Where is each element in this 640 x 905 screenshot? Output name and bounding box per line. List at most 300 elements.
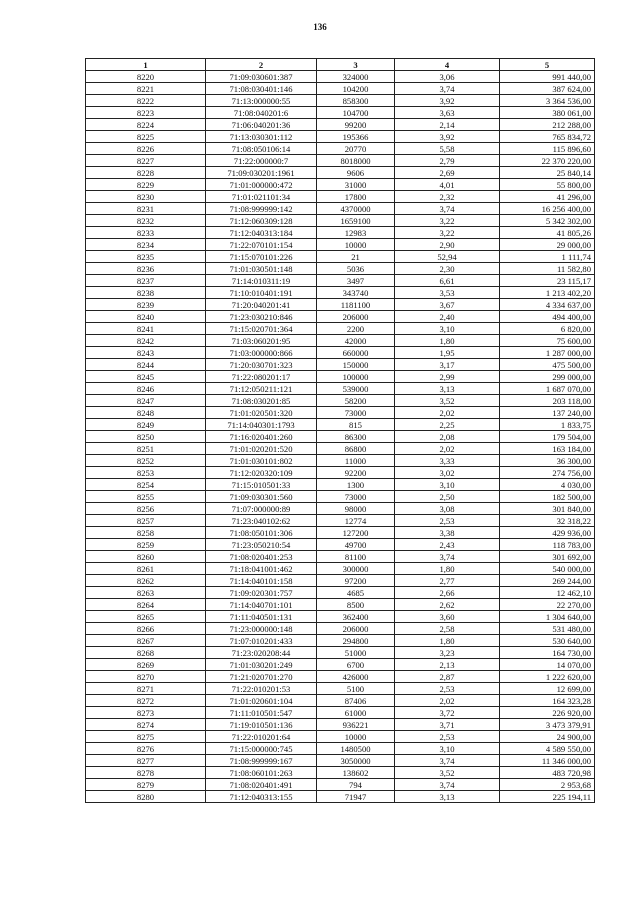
- table-row: [86, 119, 595, 131]
- row-number-cell: 8226: [86, 143, 206, 155]
- area-cell: 6700: [317, 659, 395, 671]
- table-row: [86, 551, 595, 563]
- row-number-cell: 8269: [86, 659, 206, 671]
- cadastral-number-cell: 71:01:000000:472: [206, 179, 317, 191]
- rate-cell: 2,50: [395, 491, 500, 503]
- table-row: [86, 335, 595, 347]
- area-cell: 138602: [317, 767, 395, 779]
- value-cell: 75 600,00: [500, 335, 595, 347]
- row-number-cell: 8262: [86, 575, 206, 587]
- cadastral-number-cell: 71:23:050210:54: [206, 539, 317, 551]
- cadastral-number-cell: 71:16:020401:260: [206, 431, 317, 443]
- area-cell: 98000: [317, 503, 395, 515]
- rate-cell: 2,14: [395, 119, 500, 131]
- rate-cell: 1,80: [395, 635, 500, 647]
- row-number-cell: 8259: [86, 539, 206, 551]
- value-cell: 1 222 620,00: [500, 671, 595, 683]
- row-number-cell: 8265: [86, 611, 206, 623]
- cadastral-number-cell: 71:13:030301:112: [206, 131, 317, 143]
- rate-cell: 3,33: [395, 455, 500, 467]
- value-cell: 1 287 000,00: [500, 347, 595, 359]
- cadastral-number-cell: 71:14:010311:19: [206, 275, 317, 287]
- rate-cell: 2,53: [395, 731, 500, 743]
- table-row: [86, 719, 595, 731]
- area-cell: 4370000: [317, 203, 395, 215]
- cadastral-number-cell: 71:14:040101:158: [206, 575, 317, 587]
- rate-cell: 1,80: [395, 335, 500, 347]
- row-number-cell: 8273: [86, 707, 206, 719]
- row-number-cell: 8279: [86, 779, 206, 791]
- table-row: [86, 239, 595, 251]
- rate-cell: 3,10: [395, 743, 500, 755]
- value-cell: 494 400,00: [500, 311, 595, 323]
- cadastral-number-cell: 71:08:999999:167: [206, 755, 317, 767]
- rate-cell: 3,74: [395, 83, 500, 95]
- row-number-cell: 8251: [86, 443, 206, 455]
- row-number-cell: 8231: [86, 203, 206, 215]
- table-row: [86, 83, 595, 95]
- value-cell: 475 500,00: [500, 359, 595, 371]
- cadastral-number-cell: 71:20:030701:323: [206, 359, 317, 371]
- table-row: [86, 635, 595, 647]
- table-row: [86, 671, 595, 683]
- table-row: [86, 215, 595, 227]
- area-cell: 10000: [317, 731, 395, 743]
- row-number-cell: 8258: [86, 527, 206, 539]
- value-cell: 41 805,26: [500, 227, 595, 239]
- value-cell: 22 270,00: [500, 599, 595, 611]
- cadastral-number-cell: 71:12:020320:109: [206, 467, 317, 479]
- cadastral-number-cell: 71:23:030210:846: [206, 311, 317, 323]
- area-cell: 127200: [317, 527, 395, 539]
- row-number-cell: 8252: [86, 455, 206, 467]
- table-row: [86, 251, 595, 263]
- row-number-cell: 8229: [86, 179, 206, 191]
- cadastral-number-cell: 71:09:030201:1961: [206, 167, 317, 179]
- cadastral-number-cell: 71:11:010501:547: [206, 707, 317, 719]
- value-cell: 1 833,75: [500, 419, 595, 431]
- value-cell: 11 582,80: [500, 263, 595, 275]
- registry-sheet: [85, 58, 594, 803]
- cadastral-number-cell: 71:14:040701:101: [206, 599, 317, 611]
- cadastral-number-cell: 71:15:020701:364: [206, 323, 317, 335]
- area-cell: 300000: [317, 563, 395, 575]
- cadastral-number-cell: 71:15:010501:33: [206, 479, 317, 491]
- value-cell: 540 000,00: [500, 563, 595, 575]
- rate-cell: 3,10: [395, 479, 500, 491]
- value-cell: 137 240,00: [500, 407, 595, 419]
- table-row: [86, 323, 595, 335]
- value-cell: 2 953,68: [500, 779, 595, 791]
- table-row: [86, 227, 595, 239]
- row-number-cell: 8254: [86, 479, 206, 491]
- cadastral-number-cell: 71:08:050106:14: [206, 143, 317, 155]
- table-row: [86, 275, 595, 287]
- table-row: [86, 779, 595, 791]
- table-row: [86, 731, 595, 743]
- value-cell: 5 342 302,00: [500, 215, 595, 227]
- row-number-cell: 8235: [86, 251, 206, 263]
- area-cell: 1480500: [317, 743, 395, 755]
- value-cell: 14 070,00: [500, 659, 595, 671]
- rate-cell: 3,60: [395, 611, 500, 623]
- table-row: [86, 311, 595, 323]
- table-row: [86, 587, 595, 599]
- value-cell: 301 692,00: [500, 551, 595, 563]
- area-cell: 21: [317, 251, 395, 263]
- table-row: [86, 443, 595, 455]
- area-cell: 20770: [317, 143, 395, 155]
- table-row: [86, 359, 595, 371]
- area-cell: 104700: [317, 107, 395, 119]
- table-row: [86, 179, 595, 191]
- rate-cell: 3,22: [395, 215, 500, 227]
- rate-cell: 2,25: [395, 419, 500, 431]
- row-number-cell: 8233: [86, 227, 206, 239]
- value-cell: 164 323,28: [500, 695, 595, 707]
- table-row: [86, 71, 595, 83]
- value-cell: 429 936,00: [500, 527, 595, 539]
- table-row: [86, 503, 595, 515]
- cadastral-number-cell: 71:01:020201:520: [206, 443, 317, 455]
- area-cell: 1300: [317, 479, 395, 491]
- rate-cell: 2,13: [395, 659, 500, 671]
- rate-cell: 2,69: [395, 167, 500, 179]
- area-cell: 324000: [317, 71, 395, 83]
- cadastral-number-cell: 71:13:000000:55: [206, 95, 317, 107]
- row-number-cell: 8275: [86, 731, 206, 743]
- cadastral-number-cell: 71:08:040201:6: [206, 107, 317, 119]
- area-cell: 815: [317, 419, 395, 431]
- value-cell: 991 440,00: [500, 71, 595, 83]
- table-row: [86, 95, 595, 107]
- row-number-cell: 8260: [86, 551, 206, 563]
- rate-cell: 2,87: [395, 671, 500, 683]
- row-number-cell: 8238: [86, 287, 206, 299]
- table-row: [86, 659, 595, 671]
- rate-cell: 3,02: [395, 467, 500, 479]
- table-row: [86, 191, 595, 203]
- area-cell: 3050000: [317, 755, 395, 767]
- rate-cell: 3,38: [395, 527, 500, 539]
- table-row: [86, 107, 595, 119]
- area-cell: 206000: [317, 623, 395, 635]
- row-number-cell: 8239: [86, 299, 206, 311]
- rate-cell: 3,74: [395, 203, 500, 215]
- value-cell: 3 364 536,00: [500, 95, 595, 107]
- row-number-cell: 8224: [86, 119, 206, 131]
- cadastral-number-cell: 71:01:020601:104: [206, 695, 317, 707]
- area-cell: 58200: [317, 395, 395, 407]
- cadastral-number-cell: 71:09:030601:387: [206, 71, 317, 83]
- value-cell: 12 699,00: [500, 683, 595, 695]
- cadastral-number-cell: 71:22:080201:17: [206, 371, 317, 383]
- area-cell: 3497: [317, 275, 395, 287]
- area-cell: 10000: [317, 239, 395, 251]
- value-cell: 11 346 000,00: [500, 755, 595, 767]
- cadastral-number-cell: 71:03:060201:95: [206, 335, 317, 347]
- rate-cell: 6,61: [395, 275, 500, 287]
- area-cell: 87406: [317, 695, 395, 707]
- rate-cell: 2,08: [395, 431, 500, 443]
- table-row: [86, 527, 595, 539]
- rate-cell: 2,02: [395, 407, 500, 419]
- value-cell: 4 030,00: [500, 479, 595, 491]
- area-cell: 858300: [317, 95, 395, 107]
- rate-cell: 3,92: [395, 95, 500, 107]
- area-cell: 1181100: [317, 299, 395, 311]
- table-row: [86, 647, 595, 659]
- value-cell: 182 500,00: [500, 491, 595, 503]
- value-cell: 4 589 550,00: [500, 743, 595, 755]
- area-cell: 99200: [317, 119, 395, 131]
- row-number-cell: 8227: [86, 155, 206, 167]
- value-cell: 765 834,72: [500, 131, 595, 143]
- row-number-cell: 8256: [86, 503, 206, 515]
- value-cell: 1 687 070,00: [500, 383, 595, 395]
- table-row: [86, 431, 595, 443]
- row-number-cell: 8271: [86, 683, 206, 695]
- area-cell: 71947: [317, 791, 395, 803]
- rate-cell: 2,40: [395, 311, 500, 323]
- value-cell: 36 300,00: [500, 455, 595, 467]
- cadastral-number-cell: 71:01:021101:34: [206, 191, 317, 203]
- area-cell: 4685: [317, 587, 395, 599]
- area-cell: 49700: [317, 539, 395, 551]
- table-row: [86, 563, 595, 575]
- cadastral-number-cell: 71:09:030301:560: [206, 491, 317, 503]
- table-row: [86, 455, 595, 467]
- rate-cell: 3,74: [395, 551, 500, 563]
- rate-cell: 1,80: [395, 563, 500, 575]
- row-number-cell: 8253: [86, 467, 206, 479]
- value-cell: 203 118,00: [500, 395, 595, 407]
- rate-cell: 3,08: [395, 503, 500, 515]
- rate-cell: 5,58: [395, 143, 500, 155]
- area-cell: 5036: [317, 263, 395, 275]
- row-number-cell: 8240: [86, 311, 206, 323]
- row-number-cell: 8230: [86, 191, 206, 203]
- area-cell: 294800: [317, 635, 395, 647]
- row-number-cell: 8266: [86, 623, 206, 635]
- rate-cell: 3,23: [395, 647, 500, 659]
- cadastral-number-cell: 71:01:030101:802: [206, 455, 317, 467]
- page-number: 136: [313, 22, 327, 32]
- rate-cell: 3,06: [395, 71, 500, 83]
- area-cell: 73000: [317, 491, 395, 503]
- table-row: [86, 263, 595, 275]
- cadastral-number-cell: 71:23:040102:62: [206, 515, 317, 527]
- row-number-cell: 8246: [86, 383, 206, 395]
- row-number-cell: 8268: [86, 647, 206, 659]
- area-cell: 11000: [317, 455, 395, 467]
- table-row: [86, 611, 595, 623]
- value-cell: 299 000,00: [500, 371, 595, 383]
- cadastral-number-cell: 71:12:050211:121: [206, 383, 317, 395]
- area-cell: 86800: [317, 443, 395, 455]
- value-cell: 16 256 400,00: [500, 203, 595, 215]
- cadastral-number-cell: 71:22:010201:64: [206, 731, 317, 743]
- rate-cell: 2,99: [395, 371, 500, 383]
- rate-cell: 2,79: [395, 155, 500, 167]
- row-number-cell: 8223: [86, 107, 206, 119]
- rate-cell: 3,53: [395, 287, 500, 299]
- value-cell: 25 840,14: [500, 167, 595, 179]
- value-cell: 164 730,00: [500, 647, 595, 659]
- cadastral-number-cell: 71:08:020401:253: [206, 551, 317, 563]
- table-header: [86, 59, 595, 71]
- area-cell: 17800: [317, 191, 395, 203]
- table-row: [86, 287, 595, 299]
- table-body: [86, 71, 595, 803]
- rate-cell: 3,13: [395, 791, 500, 803]
- column-header-5: 5: [500, 59, 595, 71]
- value-cell: 115 896,60: [500, 143, 595, 155]
- area-cell: 12983: [317, 227, 395, 239]
- row-number-cell: 8261: [86, 563, 206, 575]
- table-row: [86, 683, 595, 695]
- area-cell: 195366: [317, 131, 395, 143]
- row-number-cell: 8247: [86, 395, 206, 407]
- area-cell: 150000: [317, 359, 395, 371]
- cadastral-number-cell: 71:10:010401:191: [206, 287, 317, 299]
- area-cell: 81100: [317, 551, 395, 563]
- value-cell: 1 111,74: [500, 251, 595, 263]
- table-row: [86, 299, 595, 311]
- row-number-cell: 8250: [86, 431, 206, 443]
- table-row: [86, 419, 595, 431]
- area-cell: 51000: [317, 647, 395, 659]
- rate-cell: 2,30: [395, 263, 500, 275]
- area-cell: 426000: [317, 671, 395, 683]
- row-number-cell: 8274: [86, 719, 206, 731]
- table-row: [86, 515, 595, 527]
- area-cell: 9606: [317, 167, 395, 179]
- rate-cell: 2,62: [395, 599, 500, 611]
- row-number-cell: 8236: [86, 263, 206, 275]
- table-row: [86, 203, 595, 215]
- column-header-3: 3: [317, 59, 395, 71]
- cadastral-number-cell: 71:08:999999:142: [206, 203, 317, 215]
- cadastral-number-cell: 71:14:040301:1793: [206, 419, 317, 431]
- cadastral-number-cell: 71:12:040313:155: [206, 791, 317, 803]
- column-header-4: 4: [395, 59, 500, 71]
- area-cell: 92200: [317, 467, 395, 479]
- rate-cell: 4,01: [395, 179, 500, 191]
- area-cell: 73000: [317, 407, 395, 419]
- rate-cell: 1,95: [395, 347, 500, 359]
- cadastral-number-cell: 71:09:020301:757: [206, 587, 317, 599]
- row-number-cell: 8245: [86, 371, 206, 383]
- table-row: [86, 539, 595, 551]
- rate-cell: 2,58: [395, 623, 500, 635]
- area-cell: 31000: [317, 179, 395, 191]
- value-cell: 4 334 637,00: [500, 299, 595, 311]
- row-number-cell: 8237: [86, 275, 206, 287]
- rate-cell: 2,43: [395, 539, 500, 551]
- area-cell: 660000: [317, 347, 395, 359]
- area-cell: 8500: [317, 599, 395, 611]
- table-row: [86, 371, 595, 383]
- table-row: [86, 755, 595, 767]
- cadastral-number-cell: 71:18:041001:462: [206, 563, 317, 575]
- table-row: [86, 767, 595, 779]
- table-row: [86, 599, 595, 611]
- rate-cell: 52,94: [395, 251, 500, 263]
- row-number-cell: 8225: [86, 131, 206, 143]
- area-cell: 104200: [317, 83, 395, 95]
- area-cell: 1659100: [317, 215, 395, 227]
- value-cell: 1 304 640,00: [500, 611, 595, 623]
- area-cell: 2200: [317, 323, 395, 335]
- row-number-cell: 8278: [86, 767, 206, 779]
- row-number-cell: 8234: [86, 239, 206, 251]
- value-cell: 380 061,00: [500, 107, 595, 119]
- row-number-cell: 8264: [86, 599, 206, 611]
- table-row: [86, 467, 595, 479]
- value-cell: 24 900,00: [500, 731, 595, 743]
- column-header-1: 1: [86, 59, 206, 71]
- row-number-cell: 8257: [86, 515, 206, 527]
- cadastral-number-cell: 71:08:060101:263: [206, 767, 317, 779]
- table-row: [86, 347, 595, 359]
- rate-cell: 3,72: [395, 707, 500, 719]
- row-number-cell: 8267: [86, 635, 206, 647]
- cadastral-number-cell: 71:08:030201:85: [206, 395, 317, 407]
- row-number-cell: 8242: [86, 335, 206, 347]
- cadastral-number-cell: 71:08:030401:146: [206, 83, 317, 95]
- cadastral-number-cell: 71:07:000000:89: [206, 503, 317, 515]
- value-cell: 225 194,11: [500, 791, 595, 803]
- rate-cell: 3,22: [395, 227, 500, 239]
- value-cell: 179 504,00: [500, 431, 595, 443]
- cadastral-number-cell: 71:22:000000:7: [206, 155, 317, 167]
- row-number-cell: 8248: [86, 407, 206, 419]
- value-cell: 483 720,98: [500, 767, 595, 779]
- rate-cell: 2,53: [395, 515, 500, 527]
- cadastral-number-cell: 71:06:040201:36: [206, 119, 317, 131]
- area-cell: 86300: [317, 431, 395, 443]
- value-cell: 22 370 220,00: [500, 155, 595, 167]
- value-cell: 387 624,00: [500, 83, 595, 95]
- rate-cell: 3,92: [395, 131, 500, 143]
- table-row: [86, 131, 595, 143]
- value-cell: 1 213 402,20: [500, 287, 595, 299]
- rate-cell: 3,71: [395, 719, 500, 731]
- cadastral-number-cell: 71:20:040201:41: [206, 299, 317, 311]
- rate-cell: 2,02: [395, 695, 500, 707]
- cadastral-number-cell: 71:03:000000:866: [206, 347, 317, 359]
- value-cell: 29 000,00: [500, 239, 595, 251]
- cadastral-number-cell: 71:01:030501:148: [206, 263, 317, 275]
- cadastral-number-cell: 71:19:010501:136: [206, 719, 317, 731]
- cadastral-number-cell: 71:23:000000:148: [206, 623, 317, 635]
- value-cell: 212 288,00: [500, 119, 595, 131]
- cadastral-number-cell: 71:07:010201:433: [206, 635, 317, 647]
- cadastral-number-cell: 71:08:020401:491: [206, 779, 317, 791]
- rate-cell: 2,77: [395, 575, 500, 587]
- area-cell: 362400: [317, 611, 395, 623]
- table-row: [86, 791, 595, 803]
- cadastral-number-cell: 71:12:060309:128: [206, 215, 317, 227]
- table-row: [86, 395, 595, 407]
- row-number-cell: 8243: [86, 347, 206, 359]
- row-number-cell: 8228: [86, 167, 206, 179]
- cadastral-number-cell: 71:22:070101:154: [206, 239, 317, 251]
- rate-cell: 2,66: [395, 587, 500, 599]
- rate-cell: 2,53: [395, 683, 500, 695]
- table-row: [86, 407, 595, 419]
